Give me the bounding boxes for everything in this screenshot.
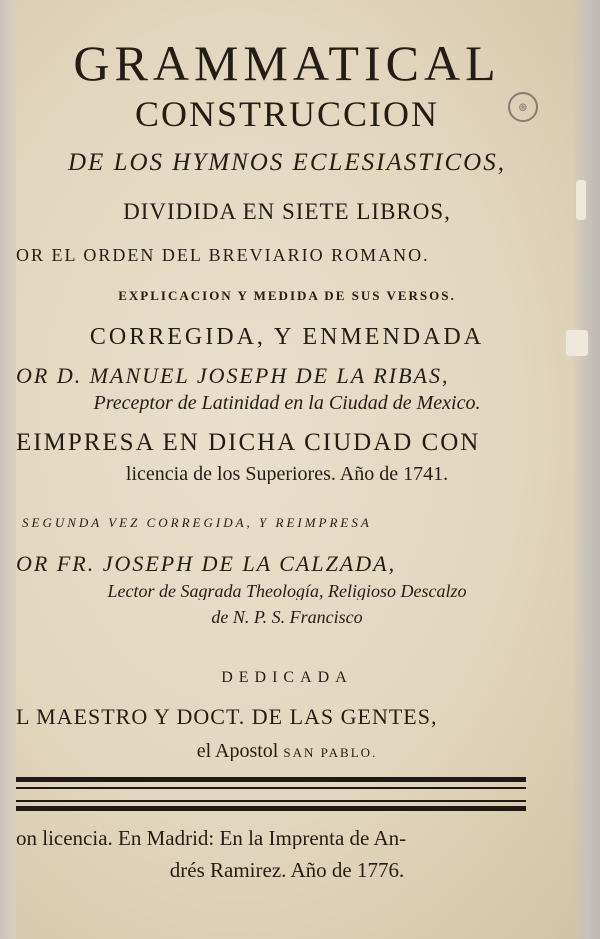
author-title-line: Preceptor de Latinidad en la Ciudad de Mexico. [93,393,481,413]
title-line-3: DE LOS HYMNOS ECLESIASTICOS, [68,150,506,175]
reprint-line-1: EIMPRESA EN DICHA CIUDAD CON [16,430,481,455]
ornamental-rule [16,777,526,782]
title-line-5: OR EL ORDEN DEL BREVIARIO ROMANO. [16,246,430,264]
title-line-1: GRAMMATICAL [73,38,501,88]
dedication-heading: DEDICADA [221,670,353,686]
imprint-line-2: drés Ramirez. Año de 1776. [169,860,405,881]
dedication-line-1: L MAESTRO Y DOCT. DE LAS GENTES, [16,706,438,728]
title-line-4: DIVIDIDA EN SIETE LIBROS, [123,200,451,223]
editor-line: OR FR. JOSEPH DE LA CALZADA, [16,553,397,575]
paper-tear [566,330,588,356]
dedication-apostol: el Apostol [196,741,279,761]
editor-title-line: Lector de Sagrada Theología, Religioso Descalzo [107,582,467,600]
ornamental-rule [16,787,526,789]
imprint-line-1: on licencia. En Madrid: En la Imprenta de An- [16,828,407,849]
dedication-san-pablo: SAN PABLO. [283,745,378,760]
title-line-6: EXPLICACION Y MEDIDA DE SUS VERSOS. [118,289,456,302]
author-line: OR D. MANUEL JOSEPH DE LA RIBAS, [16,365,450,387]
ornamental-rule [16,800,526,802]
page-right-edge [572,0,600,939]
dedication-line-2 [14,741,560,761]
title-line-2: CONSTRUCCION [134,96,440,132]
title-line-7: CORREGIDA, Y ENMENDADA [89,325,485,349]
ornamental-rule [16,806,526,811]
paper-tear [576,180,586,220]
second-edition-line: SEGUNDA VEZ CORREGIDA, Y REIMPRESA [22,516,372,529]
editor-order-line: de N. P. S. Francisco [211,608,363,626]
library-stamp-icon: ⊛ [508,92,538,122]
reprint-line-2: licencia de los Superiores. Año de 1741. [125,464,449,484]
